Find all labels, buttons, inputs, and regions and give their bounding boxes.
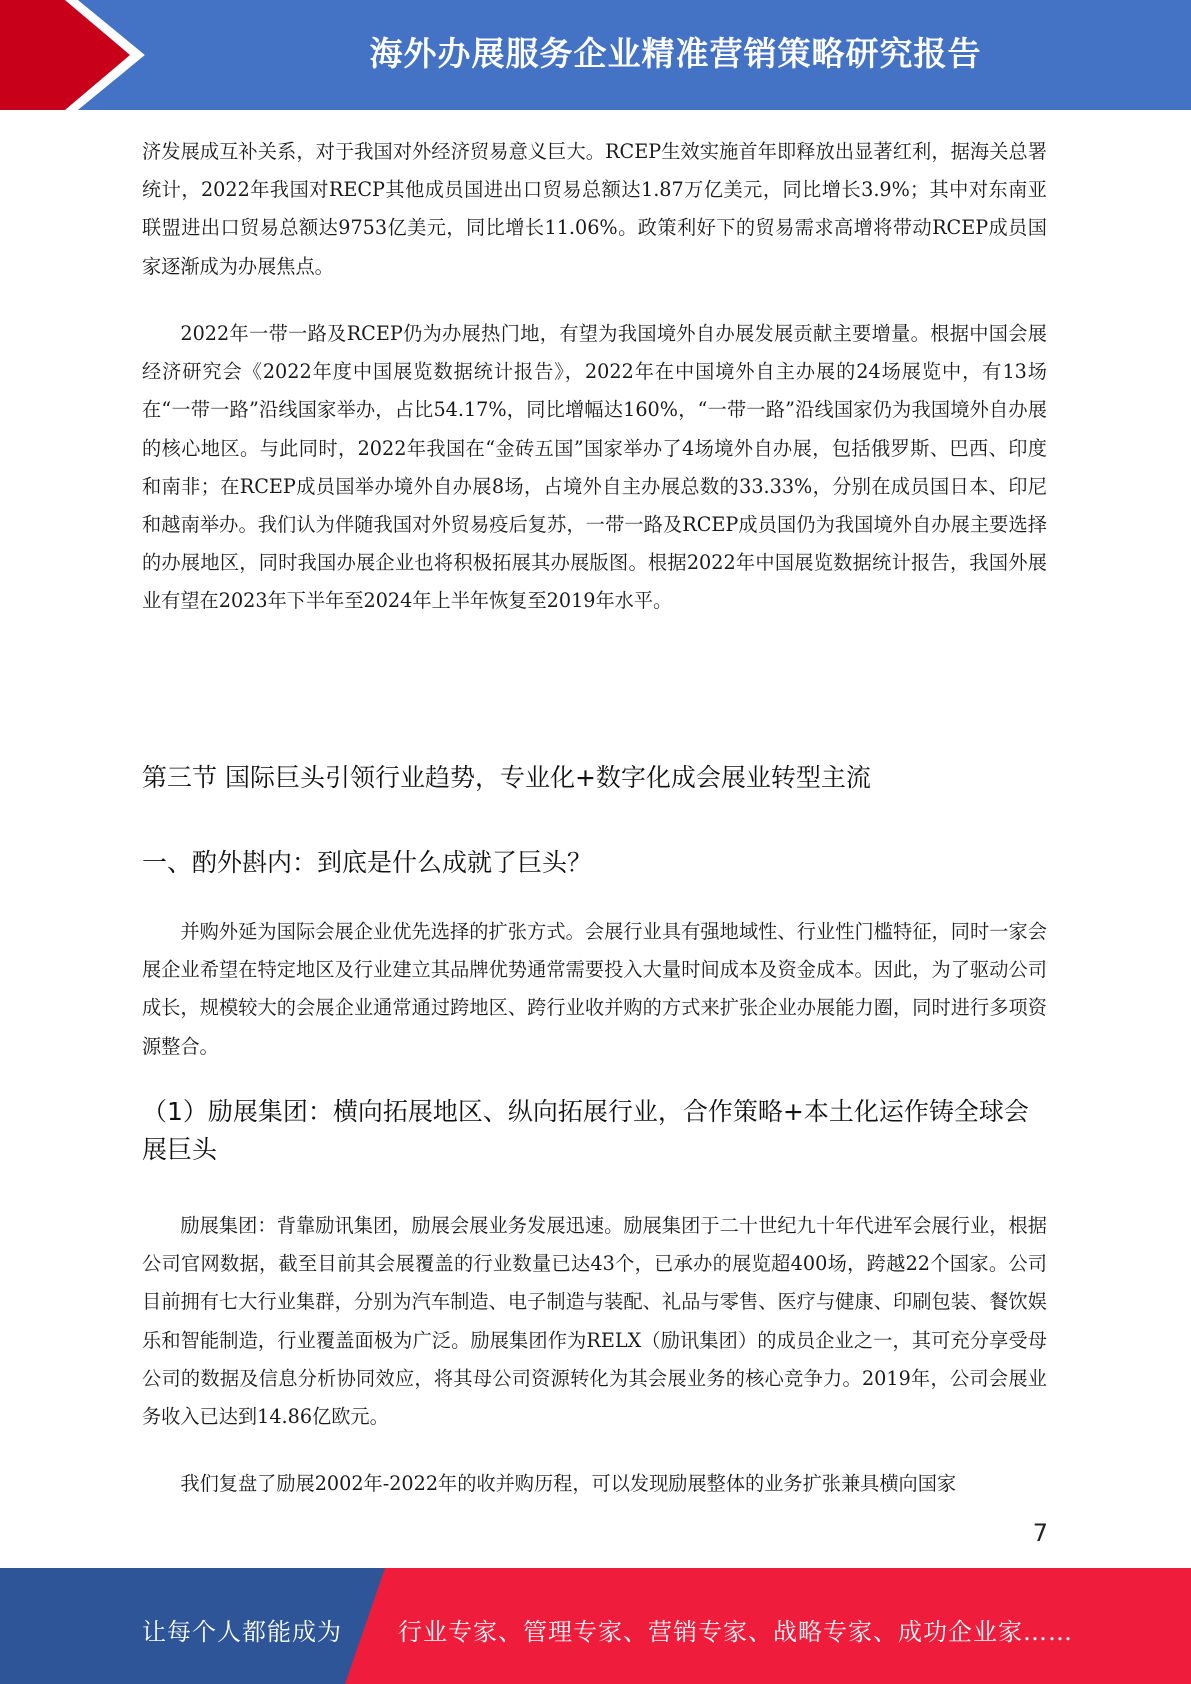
paragraph-text: 并购外延为国际会展企业优先选择的扩张方式。会展行业具有强地域性、行业性门槛特征，同时一家会展企业希望在特定地区及行业建立其品牌优势通常需要投入大量时间成本及资金成本。因此，为了驱动公司成长，规模较大的会展企业通常通过跨地区、跨行业收并购的方式来扩张企业办展能力圈，同时进行多项资源整合。 [142, 920, 1047, 1058]
section-heading: 第三节 国际巨头引领行业趋势，专业化+数字化成会展业转型主流 [142, 763, 871, 792]
header-red-arrow-decoration [0, 0, 150, 110]
paragraph-belt-road [142, 315, 1047, 621]
subsection-heading: 一、酌外斟内：到底是什么成就了巨头？ [142, 848, 593, 877]
paragraph-review [142, 1465, 1047, 1503]
paragraph-text: 我们复盘了励展2002年-2022年的收并购历程，可以发现励展整体的业务扩张兼具横向国家 [180, 1472, 957, 1495]
footer-slogan-left: 让每个人都能成为 [142, 1618, 342, 1646]
page-number: 7 [1032, 1519, 1048, 1547]
paragraph-mergers [142, 913, 1047, 1066]
report-footer [0, 1568, 1191, 1684]
paragraph-text: 2022年一带一路及RCEP仍为办展热门地，有望为我国境外自办展发展贡献主要增量。根据中国会展经济研究会《2022年度中国展览数据统计报告》，2022年在中国境外自主办展的24场展览中，有13场在“一带一路”沿线国家举办，占比54.17%，同比增幅达160%，“一带一路”沿线国家仍为我国境外自办展的核心地区。与此同时，2022年我国在“金砖五国”国家举办了4场境外自办展，包括俄罗斯、巴西、印度和南非；在RCEP成员国举办境外自办展8场，占境外自主办展总数的33.33%，分别在成员国日本、印尼和越南举办。我们认为伴随我国对外贸易疫后复苏，一带一路及RCEP成员国仍为我国境外自办展主要选择的办展地区，同时我国办展企业也将积极拓展其办展版图。根据2022年中国展览数据统计报告，我国外展业有望在2023年下半年至2024年上半年恢复至2019年水平。 [142, 322, 1047, 613]
footer-slogan-right: 行业专家、管理专家、营销专家、战略专家、成功企业家…… [398, 1618, 1073, 1646]
paragraph-rcep-trade [142, 133, 1047, 286]
report-title: 海外办展服务企业精准营销策略研究报告 [369, 34, 982, 73]
item-heading: （1）励展集团：横向拓展地区、纵向拓展行业，合作策略+本土化运作铸全球会展巨头 [142, 1097, 1029, 1164]
paragraph-text: 励展集团：背靠励讯集团，励展会展业务发展迅速。励展集团于二十世纪九十年代进军会展行业，根据公司官网数据，截至目前其会展覆盖的行业数量已达43个，已承办的展览超400场，跨越22个国家。公司目前拥有七大行业集群，分别为汽车制造、电子制造与装配、礼品与零售、医疗与健康、印刷包装、餐饮娱乐和智能制造，行业覆盖面极为广泛。励展集团作为RELX（励讯集团）的成员企业之一，其可充分享受母公司的数据及信息分析协同效应，将其母公司资源转化为其会展业务的核心竞争力。2019年，公司会展业务收入已达到14.86亿欧元。 [142, 1214, 1047, 1429]
paragraph-reed-exhibitions [142, 1207, 1047, 1436]
report-header [0, 0, 1191, 110]
paragraph-text: 济发展成互补关系，对于我国对外经济贸易意义巨大。RCEP生效实施首年即释放出显著红利，据海关总署统计，2022年我国对RECP其他成员国进出口贸易总额达1.87万亿美元，同比增长3.9%；其中对东南亚联盟进出口贸易总额达9753亿美元，同比增长11.06%。政策利好下的贸易需求高增将带动RCEP成员国家逐渐成为办展焦点。 [142, 140, 1047, 278]
